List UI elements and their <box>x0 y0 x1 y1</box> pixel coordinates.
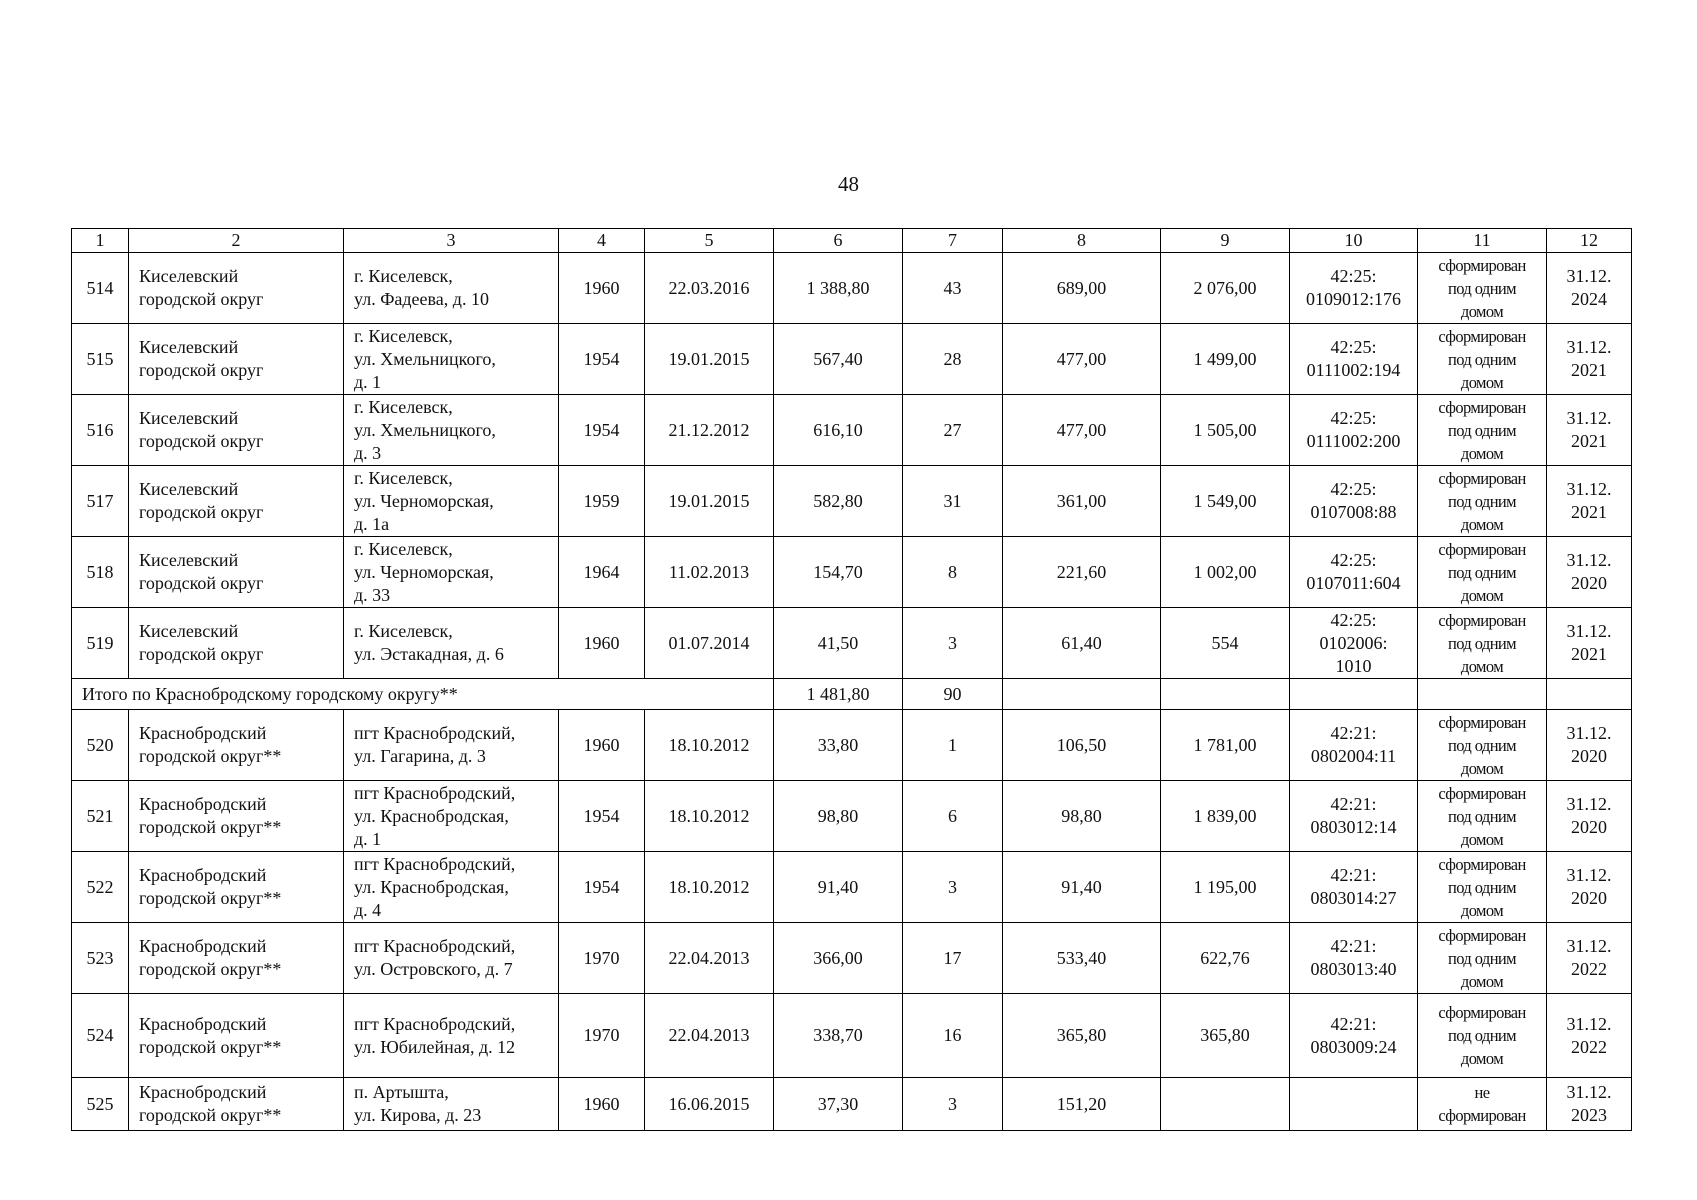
value-cell: 1 195,00 <box>1161 852 1290 923</box>
district-cell: Краснобродский городской округ** <box>129 923 344 994</box>
district-cell: Краснобродский городской округ** <box>129 852 344 923</box>
table-row <box>72 608 1632 679</box>
empty-cell <box>1418 679 1547 710</box>
table-row <box>72 466 1632 537</box>
district-cell: Киселевский городской округ <box>129 537 344 608</box>
value-cell: 622,76 <box>1161 923 1290 994</box>
date-cell: 22.04.2013 <box>645 994 774 1078</box>
land-plot-status-cell: сформирован под одним домом <box>1418 710 1547 781</box>
year-cell: 1960 <box>559 710 645 781</box>
land-plot-status-cell: сформирован под одним домом <box>1418 537 1547 608</box>
land-plot-status-cell: сформирован под одним домом <box>1418 923 1547 994</box>
address-cell: г. Киселевск, ул. Фадеева, д. 10 <box>344 253 559 324</box>
column-number: 12 <box>1547 229 1632 253</box>
row-number: 516 <box>72 395 129 466</box>
address-cell: г. Киселевск, ул. Эстакадная, д. 6 <box>344 608 559 679</box>
year-cell: 1960 <box>559 608 645 679</box>
people-count-cell: 16 <box>903 994 1003 1078</box>
value-cell: 2 076,00 <box>1161 253 1290 324</box>
value-cell: 1 781,00 <box>1161 710 1290 781</box>
land-area-cell: 477,00 <box>1003 395 1161 466</box>
date-cell: 22.04.2013 <box>645 923 774 994</box>
column-number: 8 <box>1003 229 1161 253</box>
people-count-cell: 17 <box>903 923 1003 994</box>
deadline-cell: 31.12. 2021 <box>1547 395 1632 466</box>
address-cell: г. Киселевск, ул. Хмельницкого, д. 1 <box>344 324 559 395</box>
address-cell: пгт Краснобродский, ул. Краснобродская, д. 1 <box>344 781 559 852</box>
table-row <box>72 852 1632 923</box>
table-row <box>72 537 1632 608</box>
column-number-row <box>72 229 1632 253</box>
column-number: 11 <box>1418 229 1547 253</box>
year-cell: 1959 <box>559 466 645 537</box>
date-cell: 21.12.2012 <box>645 395 774 466</box>
year-cell: 1954 <box>559 395 645 466</box>
deadline-cell: 31.12. 2020 <box>1547 781 1632 852</box>
people-count-cell: 6 <box>903 781 1003 852</box>
people-count-cell: 28 <box>903 324 1003 395</box>
people-count-cell: 8 <box>903 537 1003 608</box>
cadastral-number-cell: 42:25: 0107008:88 <box>1290 466 1418 537</box>
table-row <box>72 710 1632 781</box>
subtotal-area: 1 481,80 <box>774 679 903 710</box>
empty-cell <box>1547 679 1632 710</box>
table-row <box>72 395 1632 466</box>
district-cell: Краснобродский городской округ** <box>129 994 344 1078</box>
row-number: 520 <box>72 710 129 781</box>
land-plot-status-cell: сформирован под одним домом <box>1418 994 1547 1078</box>
row-number: 519 <box>72 608 129 679</box>
housing-register-table <box>71 228 1632 1131</box>
district-cell: Краснобродский городской округ** <box>129 1078 344 1131</box>
land-area-cell: 61,40 <box>1003 608 1161 679</box>
people-count-cell: 43 <box>903 253 1003 324</box>
deadline-cell: 31.12. 2021 <box>1547 324 1632 395</box>
row-number: 514 <box>72 253 129 324</box>
year-cell: 1964 <box>559 537 645 608</box>
row-number: 515 <box>72 324 129 395</box>
year-cell: 1954 <box>559 324 645 395</box>
area-cell: 91,40 <box>774 852 903 923</box>
column-number: 9 <box>1161 229 1290 253</box>
date-cell: 22.03.2016 <box>645 253 774 324</box>
district-cell: Краснобродский городской округ** <box>129 781 344 852</box>
land-area-cell: 151,20 <box>1003 1078 1161 1131</box>
land-plot-status-cell: сформирован под одним домом <box>1418 466 1547 537</box>
value-cell <box>1161 1078 1290 1131</box>
land-area-cell: 91,40 <box>1003 852 1161 923</box>
row-number: 525 <box>72 1078 129 1131</box>
people-count-cell: 31 <box>903 466 1003 537</box>
year-cell: 1960 <box>559 1078 645 1131</box>
value-cell: 365,80 <box>1161 994 1290 1078</box>
value-cell: 554 <box>1161 608 1290 679</box>
date-cell: 16.06.2015 <box>645 1078 774 1131</box>
address-cell: пгт Краснобродский, ул. Островского, д. 7 <box>344 923 559 994</box>
cadastral-number-cell: 42:25: 0102006: 1010 <box>1290 608 1418 679</box>
table-row <box>72 1078 1632 1131</box>
area-cell: 33,80 <box>774 710 903 781</box>
date-cell: 18.10.2012 <box>645 852 774 923</box>
subtotal-row <box>72 679 1632 710</box>
address-cell: пгт Краснобродский, ул. Гагарина, д. 3 <box>344 710 559 781</box>
date-cell: 19.01.2015 <box>645 324 774 395</box>
people-count-cell: 3 <box>903 852 1003 923</box>
cadastral-number-cell: 42:25: 0111002:194 <box>1290 324 1418 395</box>
row-number: 518 <box>72 537 129 608</box>
empty-cell <box>1003 679 1161 710</box>
address-cell: пгт Краснобродский, ул. Юбилейная, д. 12 <box>344 994 559 1078</box>
deadline-cell: 31.12. 2024 <box>1547 253 1632 324</box>
deadline-cell: 31.12. 2020 <box>1547 710 1632 781</box>
value-cell: 1 839,00 <box>1161 781 1290 852</box>
column-number: 5 <box>645 229 774 253</box>
year-cell: 1970 <box>559 923 645 994</box>
area-cell: 154,70 <box>774 537 903 608</box>
deadline-cell: 31.12. 2020 <box>1547 852 1632 923</box>
value-cell: 1 499,00 <box>1161 324 1290 395</box>
year-cell: 1970 <box>559 994 645 1078</box>
subtotal-label: Итого по Краснобродскому городскому округу** <box>72 679 774 710</box>
date-cell: 19.01.2015 <box>645 466 774 537</box>
area-cell: 338,70 <box>774 994 903 1078</box>
row-number: 524 <box>72 994 129 1078</box>
cadastral-number-cell: 42:25: 0109012:176 <box>1290 253 1418 324</box>
column-number: 6 <box>774 229 903 253</box>
value-cell: 1 505,00 <box>1161 395 1290 466</box>
empty-cell <box>1161 679 1290 710</box>
land-area-cell: 361,00 <box>1003 466 1161 537</box>
empty-cell <box>1290 679 1418 710</box>
year-cell: 1960 <box>559 253 645 324</box>
table-row <box>72 324 1632 395</box>
land-plot-status-cell: сформирован под одним домом <box>1418 852 1547 923</box>
land-area-cell: 533,40 <box>1003 923 1161 994</box>
land-plot-status-cell: сформирован под одним домом <box>1418 253 1547 324</box>
deadline-cell: 31.12. 2020 <box>1547 537 1632 608</box>
row-number: 521 <box>72 781 129 852</box>
area-cell: 616,10 <box>774 395 903 466</box>
cadastral-number-cell: 42:25: 0107011:604 <box>1290 537 1418 608</box>
page-number: 48 <box>838 172 859 196</box>
date-cell: 18.10.2012 <box>645 710 774 781</box>
value-cell: 1 549,00 <box>1161 466 1290 537</box>
people-count-cell: 3 <box>903 1078 1003 1131</box>
deadline-cell: 31.12. 2021 <box>1547 466 1632 537</box>
address-cell: г. Киселевск, ул. Хмельницкого, д. 3 <box>344 395 559 466</box>
cadastral-number-cell: 42:21: 0803013:40 <box>1290 923 1418 994</box>
land-area-cell: 477,00 <box>1003 324 1161 395</box>
district-cell: Краснобродский городской округ** <box>129 710 344 781</box>
row-number: 522 <box>72 852 129 923</box>
district-cell: Киселевский городской округ <box>129 608 344 679</box>
row-number: 517 <box>72 466 129 537</box>
column-number: 4 <box>559 229 645 253</box>
row-number: 523 <box>72 923 129 994</box>
column-number: 10 <box>1290 229 1418 253</box>
land-area-cell: 106,50 <box>1003 710 1161 781</box>
land-plot-status-cell: сформирован под одним домом <box>1418 395 1547 466</box>
date-cell: 11.02.2013 <box>645 537 774 608</box>
area-cell: 366,00 <box>774 923 903 994</box>
area-cell: 1 388,80 <box>774 253 903 324</box>
land-area-cell: 221,60 <box>1003 537 1161 608</box>
year-cell: 1954 <box>559 781 645 852</box>
area-cell: 98,80 <box>774 781 903 852</box>
district-cell: Киселевский городской округ <box>129 395 344 466</box>
value-cell: 1 002,00 <box>1161 537 1290 608</box>
land-plot-status-cell: сформирован под одним домом <box>1418 608 1547 679</box>
land-plot-status-cell: сформирован под одним домом <box>1418 324 1547 395</box>
land-area-cell: 365,80 <box>1003 994 1161 1078</box>
people-count-cell: 27 <box>903 395 1003 466</box>
cadastral-number-cell <box>1290 1078 1418 1131</box>
land-plot-status-cell: сформирован под одним домом <box>1418 781 1547 852</box>
subtotal-people: 90 <box>903 679 1003 710</box>
address-cell: г. Киселевск, ул. Черноморская, д. 33 <box>344 537 559 608</box>
year-cell: 1954 <box>559 852 645 923</box>
column-number: 3 <box>344 229 559 253</box>
area-cell: 582,80 <box>774 466 903 537</box>
table-row <box>72 994 1632 1078</box>
column-number: 7 <box>903 229 1003 253</box>
cadastral-number-cell: 42:21: 0803012:14 <box>1290 781 1418 852</box>
district-cell: Киселевский городской округ <box>129 466 344 537</box>
table-row <box>72 781 1632 852</box>
deadline-cell: 31.12. 2023 <box>1547 1078 1632 1131</box>
people-count-cell: 1 <box>903 710 1003 781</box>
deadline-cell: 31.12. 2021 <box>1547 608 1632 679</box>
cadastral-number-cell: 42:21: 0803014:27 <box>1290 852 1418 923</box>
deadline-cell: 31.12. 2022 <box>1547 923 1632 994</box>
address-cell: г. Киселевск, ул. Черноморская, д. 1а <box>344 466 559 537</box>
table-row <box>72 253 1632 324</box>
address-cell: пгт Краснобродский, ул. Краснобродская, д. 4 <box>344 852 559 923</box>
date-cell: 18.10.2012 <box>645 781 774 852</box>
area-cell: 567,40 <box>774 324 903 395</box>
area-cell: 41,50 <box>774 608 903 679</box>
people-count-cell: 3 <box>903 608 1003 679</box>
table-row <box>72 923 1632 994</box>
land-area-cell: 689,00 <box>1003 253 1161 324</box>
land-plot-status-cell: не сформирован <box>1418 1078 1547 1131</box>
date-cell: 01.07.2014 <box>645 608 774 679</box>
cadastral-number-cell: 42:25: 0111002:200 <box>1290 395 1418 466</box>
cadastral-number-cell: 42:21: 0802004:11 <box>1290 710 1418 781</box>
area-cell: 37,30 <box>774 1078 903 1131</box>
cadastral-number-cell: 42:21: 0803009:24 <box>1290 994 1418 1078</box>
deadline-cell: 31.12. 2022 <box>1547 994 1632 1078</box>
column-number: 1 <box>72 229 129 253</box>
district-cell: Киселевский городской округ <box>129 253 344 324</box>
address-cell: п. Артышта, ул. Кирова, д. 23 <box>344 1078 559 1131</box>
land-area-cell: 98,80 <box>1003 781 1161 852</box>
district-cell: Киселевский городской округ <box>129 324 344 395</box>
column-number: 2 <box>129 229 344 253</box>
